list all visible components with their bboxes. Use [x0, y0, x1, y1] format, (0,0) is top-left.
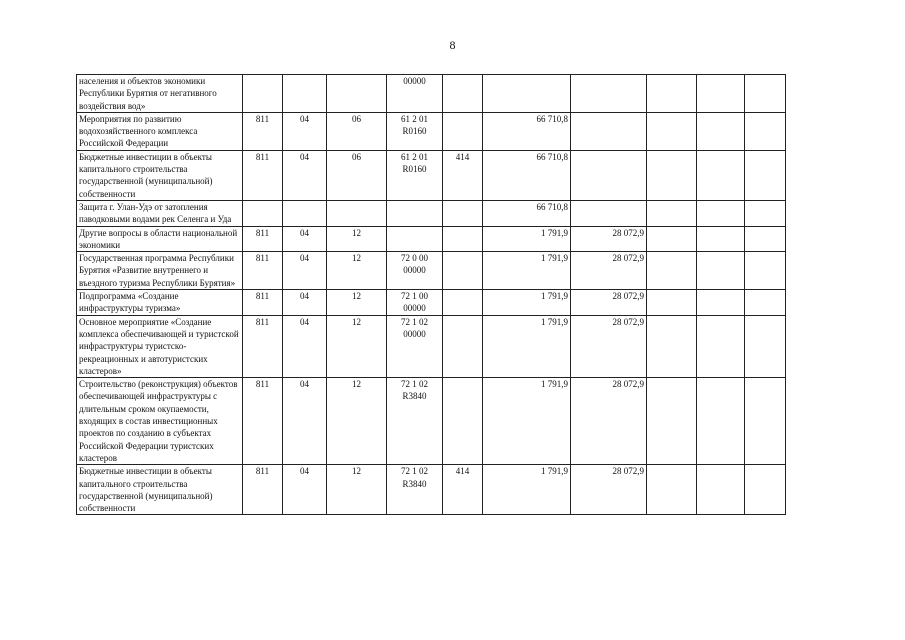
amount-4 — [697, 200, 745, 226]
section-code: 04 — [283, 150, 327, 200]
row-name: Другие вопросы в области национальной экономики — [77, 226, 243, 252]
ministry-code: 811 — [243, 315, 283, 377]
amount-3 — [647, 200, 697, 226]
section-code — [283, 200, 327, 226]
amount-1: 1 791,9 — [483, 290, 571, 316]
target-article-code: 72 0 00 00000 — [387, 252, 443, 290]
row-name: населения и объектов экономики Республики Бурятия от негативного воздействия вод» — [77, 75, 243, 113]
expense-type-code — [443, 378, 483, 465]
expense-type-code — [443, 290, 483, 316]
row-name: Защита г. Улан-Удэ от затопления паводковыми водами рек Селенга и Уда — [77, 200, 243, 226]
amount-4 — [697, 378, 745, 465]
expense-type-code — [443, 226, 483, 252]
amount-3 — [647, 150, 697, 200]
section-code: 04 — [283, 315, 327, 377]
amount-1: 1 791,9 — [483, 378, 571, 465]
amount-2: 28 072,9 — [571, 315, 647, 377]
target-article-code: 72 1 02 R3840 — [387, 378, 443, 465]
target-article-code — [387, 200, 443, 226]
amount-1 — [483, 75, 571, 113]
amount-3 — [647, 290, 697, 316]
amount-4 — [697, 226, 745, 252]
target-article-code: 61 2 01 R0160 — [387, 150, 443, 200]
ministry-code: 811 — [243, 252, 283, 290]
amount-2: 28 072,9 — [571, 465, 647, 515]
table-row — [77, 378, 786, 465]
amount-5 — [745, 150, 786, 200]
amount-5 — [745, 378, 786, 465]
row-name: Строительство (реконструкция) объектов обеспечивающей инфраструктуры с длительным сроком окупаемости, входящих в состав инвестиционных проектов по созданию в субъектах Российской Федерации туристских кластеров — [77, 378, 243, 465]
subsection-code — [327, 75, 387, 113]
amount-3 — [647, 252, 697, 290]
subsection-code: 12 — [327, 226, 387, 252]
amount-4 — [697, 252, 745, 290]
expense-type-code — [443, 315, 483, 377]
expense-type-code: 414 — [443, 465, 483, 515]
target-article-code: 61 2 01 R0160 — [387, 112, 443, 150]
ministry-code: 811 — [243, 226, 283, 252]
amount-3 — [647, 315, 697, 377]
page-number: 8 — [449, 38, 456, 52]
amount-5 — [745, 315, 786, 377]
ministry-code: 811 — [243, 465, 283, 515]
budget-table — [76, 74, 786, 515]
expense-type-code — [443, 200, 483, 226]
table-row — [77, 315, 786, 377]
amount-5 — [745, 252, 786, 290]
section-code: 04 — [283, 112, 327, 150]
amount-3 — [647, 378, 697, 465]
expense-type-code — [443, 252, 483, 290]
amount-3 — [647, 226, 697, 252]
amount-5 — [745, 112, 786, 150]
table-row — [77, 200, 786, 226]
amount-1: 66 710,8 — [483, 112, 571, 150]
amount-4 — [697, 290, 745, 316]
ministry-code: 811 — [243, 112, 283, 150]
amount-4 — [697, 315, 745, 377]
expense-type-code — [443, 112, 483, 150]
subsection-code: 12 — [327, 290, 387, 316]
subsection-code: 06 — [327, 150, 387, 200]
section-code: 04 — [283, 252, 327, 290]
amount-2 — [571, 75, 647, 113]
subsection-code: 06 — [327, 112, 387, 150]
amount-1: 66 710,8 — [483, 150, 571, 200]
row-name: Бюджетные инвестиции в объекты капитального строительства государственной (муниципальной) собственности — [77, 465, 243, 515]
row-name: Подпрограмма «Создание инфраструктуры туризма» — [77, 290, 243, 316]
amount-3 — [647, 75, 697, 113]
amount-5 — [745, 290, 786, 316]
amount-1: 1 791,9 — [483, 226, 571, 252]
amount-5 — [745, 465, 786, 515]
amount-3 — [647, 112, 697, 150]
amount-1: 1 791,9 — [483, 465, 571, 515]
section-code — [283, 75, 327, 113]
table-row — [77, 226, 786, 252]
amount-5 — [745, 75, 786, 113]
expense-type-code — [443, 75, 483, 113]
amount-1: 66 710,8 — [483, 200, 571, 226]
ministry-code: 811 — [243, 150, 283, 200]
amount-5 — [745, 200, 786, 226]
row-name: Основное мероприятие «Создание комплекса обеспечивающей и туристской инфраструктуры туристско-рекреационных и автотуристских кластеров» — [77, 315, 243, 377]
subsection-code: 12 — [327, 315, 387, 377]
ministry-code: 811 — [243, 378, 283, 465]
table-row — [77, 252, 786, 290]
ministry-code: 811 — [243, 290, 283, 316]
amount-2 — [571, 112, 647, 150]
amount-3 — [647, 465, 697, 515]
amount-2: 28 072,9 — [571, 226, 647, 252]
amount-4 — [697, 150, 745, 200]
section-code: 04 — [283, 226, 327, 252]
subsection-code: 12 — [327, 465, 387, 515]
table-row — [77, 290, 786, 316]
amount-2: 28 072,9 — [571, 290, 647, 316]
subsection-code — [327, 200, 387, 226]
target-article-code — [387, 226, 443, 252]
amount-2 — [571, 150, 647, 200]
target-article-code: 00000 — [387, 75, 443, 113]
target-article-code: 72 1 02 R3840 — [387, 465, 443, 515]
table-row — [77, 75, 786, 113]
amount-4 — [697, 465, 745, 515]
subsection-code: 12 — [327, 378, 387, 465]
table-row — [77, 112, 786, 150]
subsection-code: 12 — [327, 252, 387, 290]
amount-2 — [571, 200, 647, 226]
amount-1: 1 791,9 — [483, 252, 571, 290]
table-row — [77, 465, 786, 515]
amount-1: 1 791,9 — [483, 315, 571, 377]
section-code: 04 — [283, 465, 327, 515]
row-name: Бюджетные инвестиции в объекты капитального строительства государственной (муниципальной) собственности — [77, 150, 243, 200]
amount-2: 28 072,9 — [571, 252, 647, 290]
amount-5 — [745, 226, 786, 252]
amount-4 — [697, 75, 745, 113]
expense-type-code: 414 — [443, 150, 483, 200]
target-article-code: 72 1 02 00000 — [387, 315, 443, 377]
section-code: 04 — [283, 378, 327, 465]
row-name: Мероприятия по развитию водохозяйственного комплекса Российской Федерации — [77, 112, 243, 150]
table-row — [77, 150, 786, 200]
target-article-code: 72 1 00 00000 — [387, 290, 443, 316]
row-name: Государственная программа Республики Бурятия «Развитие внутреннего и въездного туризма Республики Бурятия» — [77, 252, 243, 290]
amount-4 — [697, 112, 745, 150]
ministry-code — [243, 200, 283, 226]
section-code: 04 — [283, 290, 327, 316]
ministry-code — [243, 75, 283, 113]
amount-2: 28 072,9 — [571, 378, 647, 465]
